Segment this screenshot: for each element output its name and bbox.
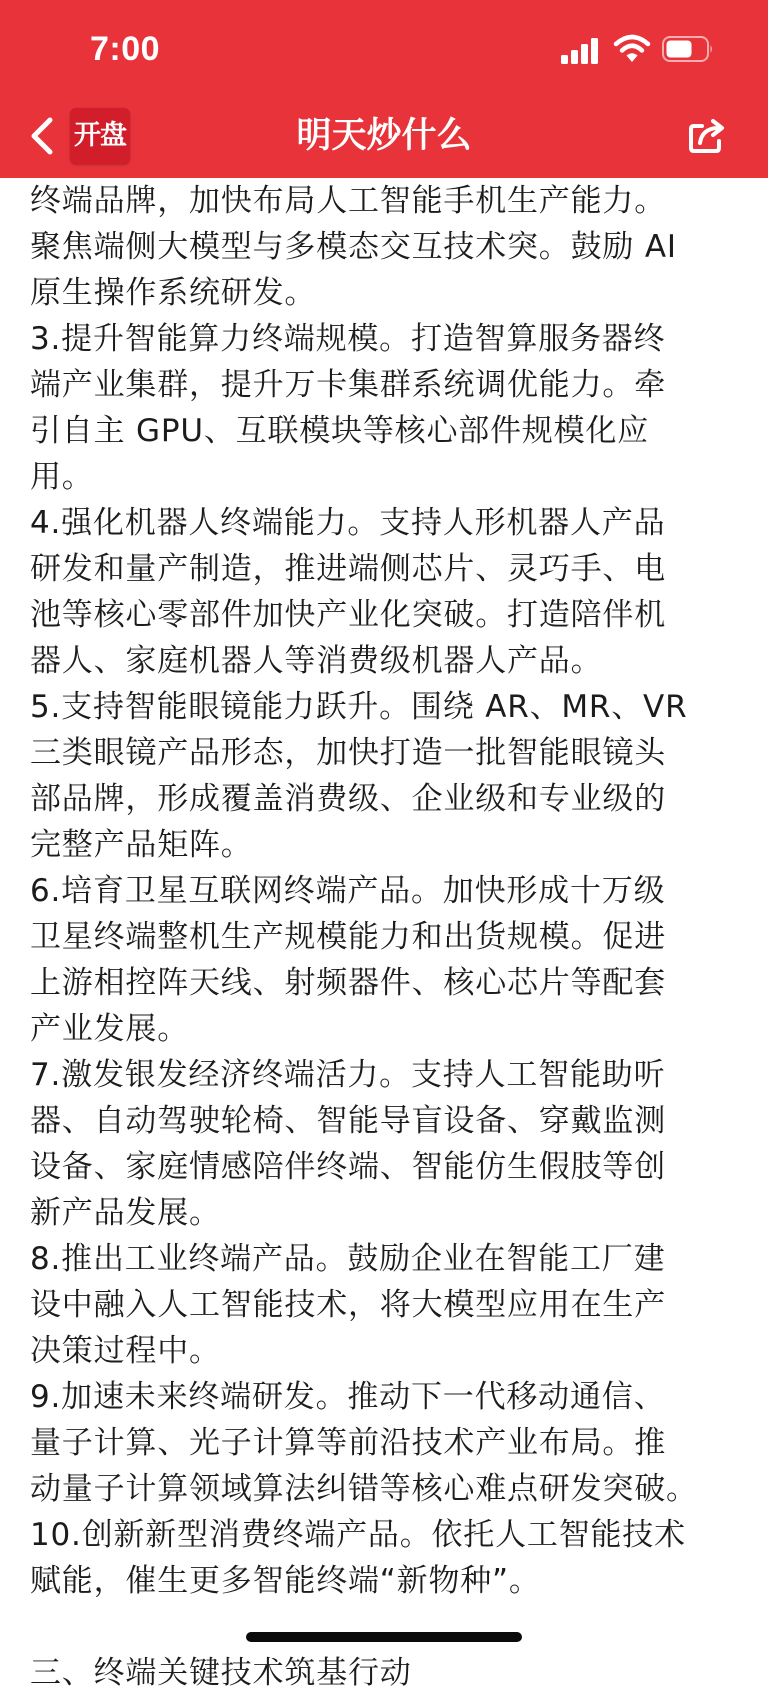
share-icon[interactable] — [686, 114, 728, 156]
article-line: 三类眼镜产品形态，加快打造一批智能眼镜头 — [30, 735, 666, 771]
home-indicator[interactable] — [246, 1632, 522, 1642]
article-line: 端产业集群，提升万卡集群系统调优能力。牵 — [30, 367, 666, 403]
article-line: 卫星终端整机生产规模能力和出货规模。促进 — [30, 919, 666, 955]
signal-icon — [561, 36, 601, 64]
article-line: 新产品发展。 — [30, 1195, 221, 1231]
article-line: 赋能，催生更多智能终端“新物种”。 — [30, 1563, 541, 1599]
article-line: 聚焦端侧大模型与多模态交互技术突。鼓励 AI — [30, 229, 677, 265]
article-line: 设备、家庭情感陪伴终端、智能仿生假肢等创 — [30, 1149, 666, 1185]
article-line: 6.培育卫星互联网终端产品。加快形成十万级 — [30, 873, 666, 909]
article-line: 终端品牌，加快布局人工智能手机生产能力。 — [30, 183, 666, 219]
article-line: 7.激发银发经济终端活力。支持人工智能助听 — [30, 1057, 666, 1093]
article-line: 器人、家庭机器人等消费级机器人产品。 — [30, 643, 603, 679]
article-line: 部品牌，形成覆盖消费级、企业级和专业级的 — [30, 781, 666, 817]
article-line: 决策过程中。 — [30, 1333, 221, 1369]
article-line: 器、自动驾驶轮椅、智能导盲设备、穿戴监测 — [30, 1103, 666, 1139]
article-line: 3.提升智能算力终端规模。打造智算服务器终 — [30, 321, 666, 357]
article-line: 动量子计算领域算法纠错等核心难点研发突破。 — [30, 1471, 698, 1507]
article-line: 10.创新新型消费终端产品。依托人工智能技术 — [30, 1517, 686, 1553]
article-line: 9.加速未来终端研发。推动下一代移动通信、 — [30, 1379, 666, 1415]
page-title: 明天炒什么 — [296, 116, 472, 156]
article-line: 8.推出工业终端产品。鼓励企业在智能工厂建 — [30, 1241, 666, 1277]
section-heading: 三、终端关键技术筑基行动 — [30, 1655, 412, 1691]
article-line: 5.支持智能眼镜能力跃升。围绕 AR、MR、VR — [30, 689, 688, 725]
article-line: 设中融入人工智能技术，将大模型应用在生产 — [30, 1287, 666, 1323]
article-line: 用。 — [30, 459, 94, 495]
status-bar — [0, 0, 768, 100]
article-line: 产业发展。 — [30, 1011, 189, 1047]
kaipan-logo[interactable]: 开盘 — [70, 108, 130, 164]
article-line: 池等核心零部件加快产业化突破。打造陪伴机 — [30, 597, 666, 633]
article-line: 研发和量产制造，推进端侧芯片、灵巧手、电 — [30, 551, 666, 587]
battery-icon — [662, 36, 714, 62]
status-time: 7:00 — [90, 30, 161, 68]
wifi-icon — [614, 34, 650, 64]
article-line: 完整产品矩阵。 — [30, 827, 253, 863]
navigation-bar — [0, 100, 768, 178]
article-line — [30, 1604, 742, 1650]
app-header — [0, 0, 768, 178]
article-body — [30, 178, 742, 1691]
article-line: 引自主 GPU、互联模块等核心部件规模化应 — [30, 413, 650, 449]
article-line: 原生操作系统研发。 — [30, 275, 317, 311]
article-line: 量子计算、光子计算等前沿技术产业布局。推 — [30, 1425, 666, 1461]
article-line: 4.强化机器人终端能力。支持人形机器人产品 — [30, 505, 666, 541]
article-line: 上游相控阵天线、射频器件、核心芯片等配套 — [30, 965, 666, 1001]
